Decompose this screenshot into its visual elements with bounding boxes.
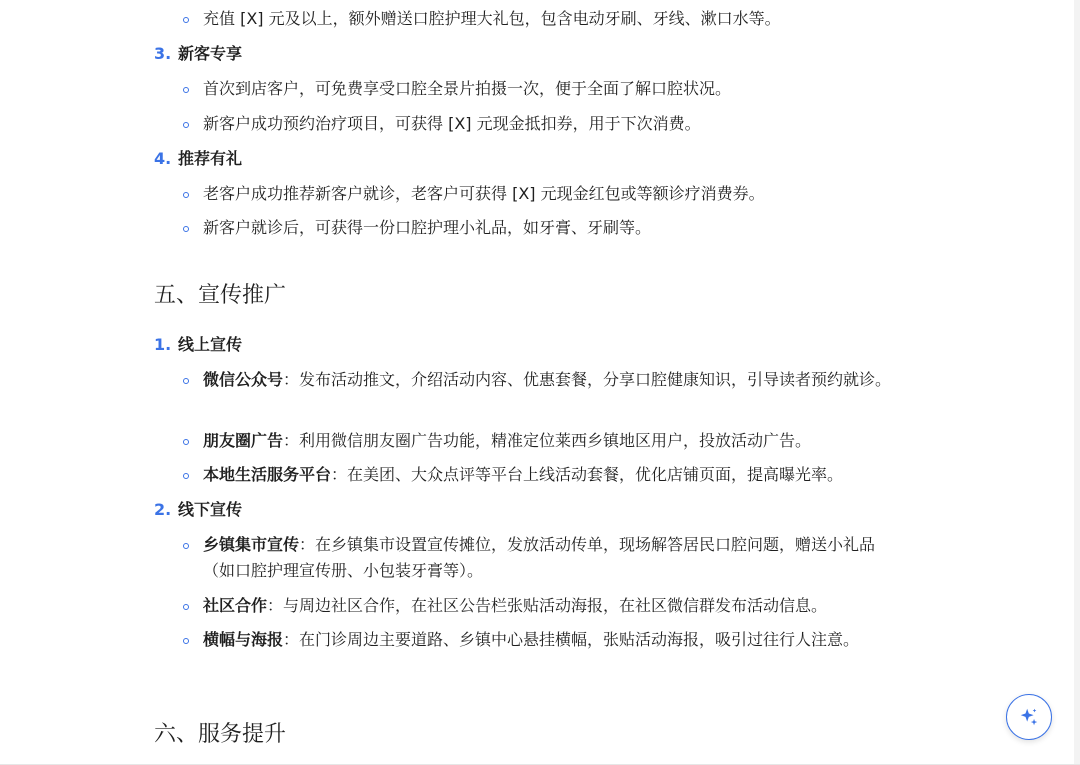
bullet-icon bbox=[183, 543, 189, 549]
list-item bbox=[154, 111, 914, 139]
bullet-icon bbox=[183, 226, 189, 232]
bullet-text bbox=[203, 627, 903, 653]
list-item bbox=[154, 428, 914, 456]
bullet-description: ：在乡镇集市设置宣传摊位，发放活动传单，现场解答居民口腔问题，赠送小礼品（如口腔护理宣传册、小包装牙膏等）。 bbox=[203, 535, 876, 580]
numbered-item-online bbox=[154, 331, 914, 359]
bullet-icon bbox=[183, 439, 189, 445]
ai-assistant-button[interactable] bbox=[1006, 694, 1052, 740]
bullet-bold-term: 微信公众号 bbox=[203, 370, 284, 389]
bullet-icon bbox=[183, 122, 189, 128]
item-title: 线下宣传 bbox=[178, 500, 243, 519]
bullet-icon bbox=[183, 87, 189, 93]
bullet-text: 充值 [X] 元及以上，额外赠送口腔护理大礼包，包含电动牙刷、牙线、漱口水等。 bbox=[203, 9, 781, 28]
item-number: 3. bbox=[154, 44, 172, 63]
bullet-description: ：与周边社区合作，在社区公告栏张贴活动海报，在社区微信群发布活动信息。 bbox=[267, 596, 828, 615]
section-heading-service: 六、服务提升 bbox=[154, 722, 287, 747]
bullet-icon bbox=[183, 378, 189, 384]
bullet-text: 老客户成功推荐新客户就诊，老客户可获得 [X] 元现金红包或等额诊疗消费券。 bbox=[203, 184, 765, 203]
item-title: 线上宣传 bbox=[178, 335, 243, 354]
bullet-text bbox=[203, 532, 903, 584]
bullet-icon bbox=[183, 192, 189, 198]
bullet-text bbox=[203, 593, 903, 619]
item-title: 推荐有礼 bbox=[178, 149, 243, 168]
bullet-bold-term: 横幅与海报 bbox=[203, 630, 284, 649]
bullet-icon bbox=[183, 604, 189, 610]
item-number: 2. bbox=[154, 500, 172, 519]
bullet-bold-term: 朋友圈广告 bbox=[203, 431, 284, 450]
bullet-description: ：在门诊周边主要道路、乡镇中心悬挂横幅，张贴活动海报，吸引过往行人注意。 bbox=[283, 630, 860, 649]
list-item bbox=[154, 76, 914, 104]
numbered-item-offline bbox=[154, 496, 914, 524]
sparkle-icon bbox=[1018, 706, 1040, 728]
scrollbar[interactable] bbox=[1074, 0, 1080, 765]
list-item bbox=[154, 627, 914, 681]
item-number: 1. bbox=[154, 335, 172, 354]
bullet-text: 新客户成功预约治疗项目，可获得 [X] 元现金抵扣券，用于下次消费。 bbox=[203, 114, 701, 133]
bullet-text bbox=[203, 428, 903, 454]
numbered-item-new-customer bbox=[154, 40, 914, 68]
list-item bbox=[154, 532, 914, 586]
bullet-icon bbox=[183, 473, 189, 479]
bullet-icon bbox=[183, 17, 189, 23]
bullet-text: 新客户就诊后，可获得一份口腔护理小礼品，如牙膏、牙刷等。 bbox=[203, 218, 652, 237]
list-item bbox=[154, 462, 914, 490]
numbered-item-referral bbox=[154, 145, 914, 173]
bullet-description: ：在美团、大众点评等平台上线活动套餐，优化店铺页面，提高曝光率。 bbox=[331, 465, 844, 484]
bullet-text bbox=[203, 367, 903, 393]
bullet-text bbox=[203, 462, 903, 488]
section-heading-promotion: 五、宣传推广 bbox=[154, 283, 287, 308]
bullet-text: 首次到店客户，可免费享受口腔全景片拍摄一次，便于全面了解口腔状况。 bbox=[203, 79, 732, 98]
bullet-bold-term: 乡镇集市宣传 bbox=[203, 535, 300, 554]
list-item bbox=[154, 181, 914, 209]
list-item bbox=[154, 593, 914, 621]
bullet-bold-term: 本地生活服务平台 bbox=[203, 465, 332, 484]
list-item bbox=[154, 215, 914, 243]
bullet-bold-term: 社区合作 bbox=[203, 596, 268, 615]
bullet-icon bbox=[183, 638, 189, 644]
list-item bbox=[154, 6, 914, 34]
item-number: 4. bbox=[154, 149, 172, 168]
bullet-description: ：利用微信朋友圈广告功能，精准定位莱西乡镇地区用户，投放活动广告。 bbox=[283, 431, 812, 450]
list-item bbox=[154, 367, 914, 421]
bullet-description: ：发布活动推文，介绍活动内容、优惠套餐，分享口腔健康知识，引导读者预约就诊。 bbox=[283, 370, 892, 389]
item-title: 新客专享 bbox=[178, 44, 243, 63]
